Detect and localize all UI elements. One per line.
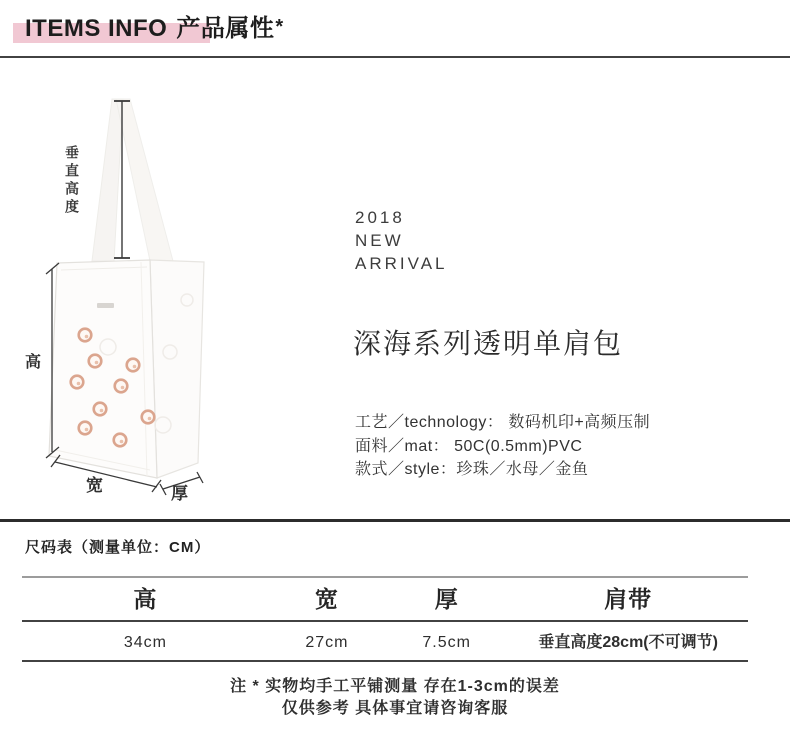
bag-side-panel — [150, 260, 204, 478]
page-title — [25, 8, 284, 43]
size-table-header-strap: 肩带 — [604, 586, 653, 612]
size-table-top-rule — [22, 576, 748, 578]
width-dim-label: 宽 — [86, 476, 103, 495]
bag-front-panel — [49, 260, 157, 478]
bag-illustration — [20, 85, 330, 515]
spec-list — [355, 411, 650, 482]
product-title: 深海系列透明单肩包 — [353, 328, 624, 359]
size-table-header-row — [22, 584, 748, 614]
bag-strap-right — [116, 99, 173, 261]
arrival-year: 2018 — [355, 208, 405, 227]
size-table-caption: 尺码表（测量单位：CM） — [25, 539, 211, 556]
size-table-header-height: 高 — [133, 586, 158, 612]
bag-logo-mark — [97, 303, 114, 308]
height-dim-label: 高 — [25, 354, 42, 371]
arrival-word: ARRIVAL — [355, 254, 448, 273]
section-divider — [0, 519, 790, 522]
page-title-en: ITEMS INFO — [25, 15, 168, 42]
size-table-header-width: 宽 — [314, 586, 339, 612]
note-line-2: 仅供参考 具体事宜请咨询客服 — [281, 700, 509, 717]
bag-strap-left — [92, 99, 123, 261]
size-table-value-row — [22, 631, 748, 655]
new-arrival-block — [355, 206, 448, 275]
header-divider — [0, 56, 790, 58]
size-table-header-thickness: 厚 — [434, 586, 459, 612]
page-title-zh: 产品属性 — [176, 15, 275, 42]
thickness-dim-label: 厚 — [171, 484, 188, 503]
page-title-star: * — [275, 16, 284, 38]
measurement-notes — [0, 676, 790, 720]
vertical-height-label: 垂直高度 — [64, 145, 80, 217]
size-value-height: 34cm — [123, 634, 167, 651]
note-line-1: 注 * 实物均手工平铺测量 存在1-3cm的误差 — [230, 678, 560, 695]
spec-technology: 工艺／technology： 数码机印+高频压制 — [355, 414, 651, 431]
arrival-new: NEW — [355, 231, 404, 250]
spec-material: 面料／mat： 50C(0.5mm)PVC — [355, 437, 583, 455]
spec-style: 款式／style：珍珠／水母／金鱼 — [355, 461, 589, 478]
size-table-mid-rule — [22, 620, 748, 622]
size-value-width: 27cm — [305, 634, 349, 651]
size-value-strap: 垂直高度28cm(不可调节) — [538, 634, 718, 651]
size-value-thickness: 7.5cm — [422, 634, 471, 651]
size-table-bottom-rule — [22, 660, 748, 662]
